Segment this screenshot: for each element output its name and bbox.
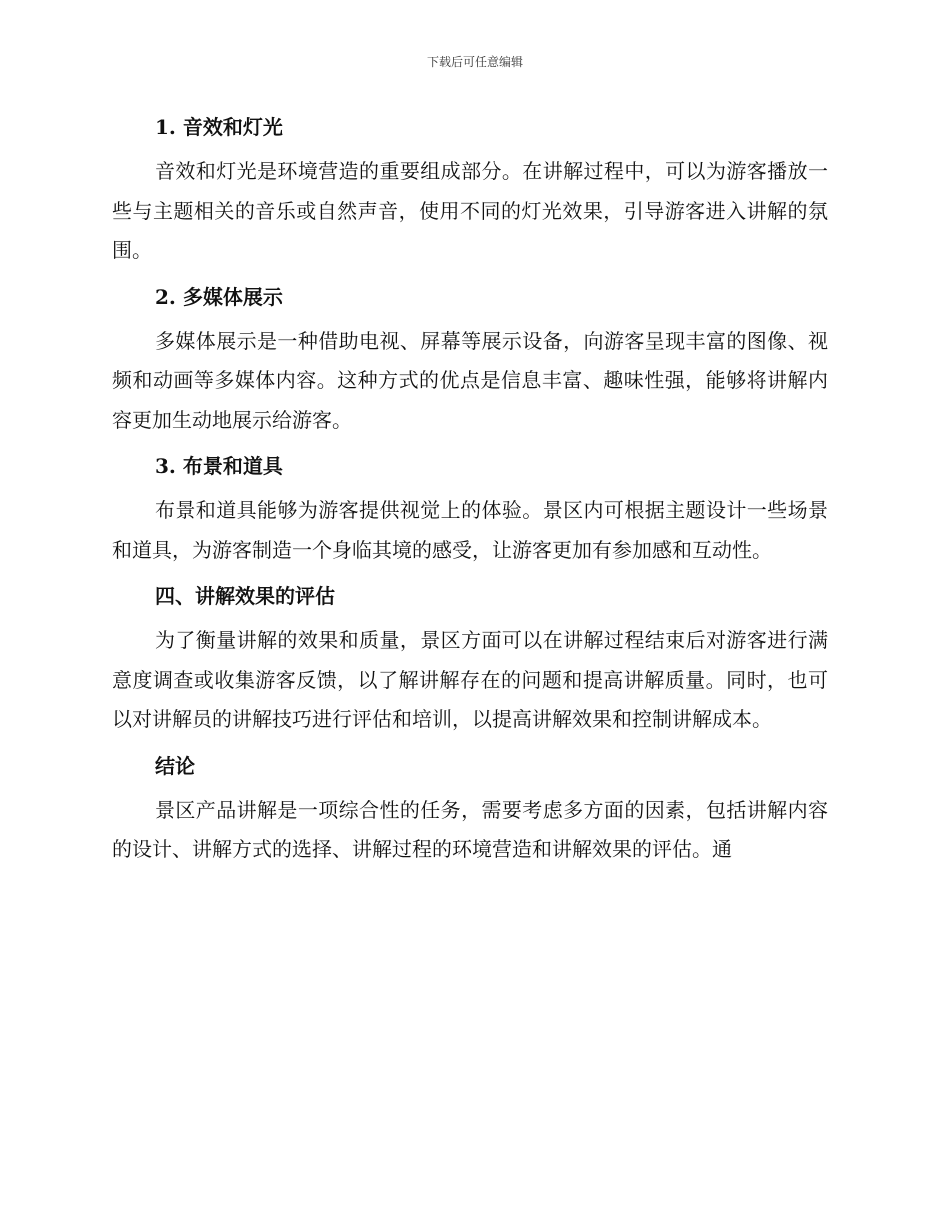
page-header: 下载后可任意编辑 bbox=[426, 55, 523, 69]
section-heading: 2. 多媒体展示 bbox=[155, 284, 283, 309]
section-heading: 结论 bbox=[155, 753, 195, 778]
section-paragraph: 为了衡量讲解的效果和质量，景区方面可以在讲解过程结束后对游客进行满意度调查或收集游客反馈，以了解讲解存在的问题和提高讲解质量。同时，也可以对讲解员的讲解技巧进行评估和培训，以提高讲解效果和控制讲解成本。 bbox=[112, 628, 828, 731]
section-paragraph: 布景和道具能够为游客提供视觉上的体验。景区内可根据主题设计一些场景和道具，为游客制造一个身临其境的感受，让游客更加有参加感和互动性。 bbox=[112, 498, 828, 562]
section-paragraph: 景区产品讲解是一项综合性的任务，需要考虑多方面的因素，包括讲解内容的设计、讲解方式的选择、讲解过程的环境营造和讲解效果的评估。通 bbox=[112, 797, 828, 861]
section-paragraph: 多媒体展示是一种借助电视、屏幕等展示设备，向游客呈现丰富的图像、视频和动画等多媒体内容。这种方式的优点是信息丰富、趣味性强，能够将讲解内容更加生动地展示给游客。 bbox=[112, 328, 828, 432]
section-sound-lighting bbox=[112, 112, 828, 271]
section-scenery-props bbox=[112, 451, 828, 570]
section-heading: 1. 音效和灯光 bbox=[155, 115, 283, 139]
section-evaluation bbox=[112, 581, 828, 740]
section-conclusion bbox=[112, 751, 828, 870]
section-paragraph: 音效和灯光是环境营造的重要组成部分。在讲解过程中，可以为游客播放一些与主题相关的音乐或自然声音，使用不同的灯光效果，引导游客进入讲解的氛围。 bbox=[112, 159, 828, 262]
document-body bbox=[112, 112, 828, 881]
section-multimedia bbox=[112, 282, 828, 441]
section-heading: 四、讲解效果的评估 bbox=[155, 584, 335, 608]
section-heading: 3. 布景和道具 bbox=[155, 454, 283, 478]
